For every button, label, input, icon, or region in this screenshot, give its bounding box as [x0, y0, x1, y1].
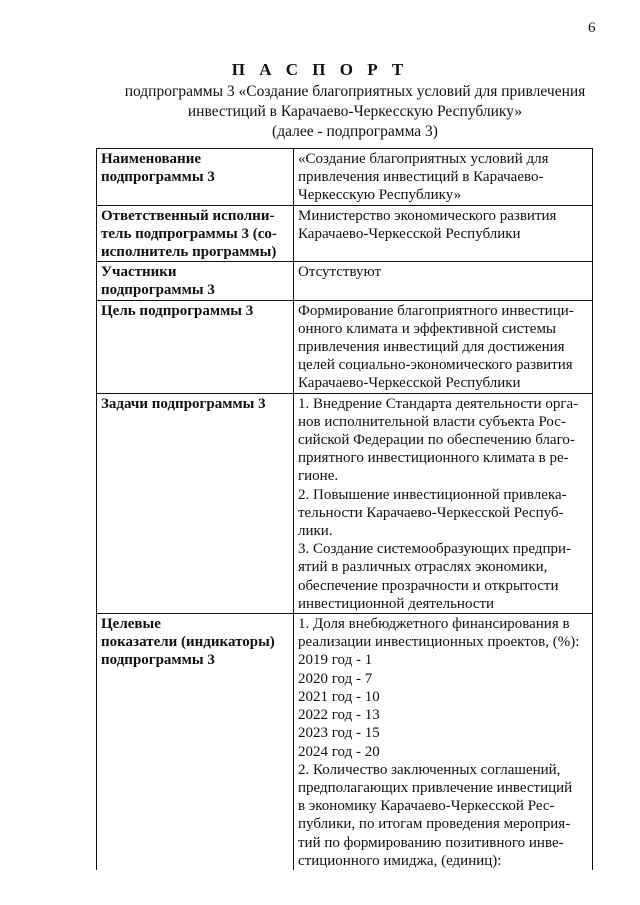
row-value-cell [294, 300, 593, 393]
row-value-line: Карачаево-Черкесской Республики [298, 375, 521, 392]
subtitle-line: инвестиций в Карачаево-Черкесскую Республику» [187, 103, 523, 120]
row-label-cell [97, 205, 294, 262]
row-label-line: подпрограммы 3 [101, 169, 215, 186]
row-value-line: Формирование благоприятного инвестици- [298, 302, 574, 319]
row-value-line: публики, по итогам проведения мероприя- [298, 816, 571, 833]
row-label-line: показатели (индикаторы) [101, 634, 275, 651]
row-value-line: ятий в различных отраслях экономики, [298, 559, 548, 576]
subtitle-line: (далее - подпрограмма 3) [272, 123, 438, 140]
row-value-line: реализации инвестиционных проектов, (%): [298, 634, 580, 651]
row-value-line: сийской Федерации по обеспечению благо- [298, 432, 575, 449]
row-label-cell [97, 300, 294, 393]
row-value-line: Черкесскую Республику» [298, 187, 462, 204]
row-label-line: Участники [101, 264, 177, 281]
table-row [97, 393, 593, 613]
row-value-line: 2024 год - 20 [298, 743, 380, 760]
row-value-line: тий по формированию позитивного инве- [298, 834, 564, 851]
row-value-line: гионе. [298, 468, 339, 485]
row-label-line: Задачи подпрограммы 3 [101, 395, 266, 412]
table-row [97, 205, 593, 262]
row-value-line: 2021 год - 10 [298, 688, 380, 705]
row-value-line: Карачаево-Черкесской Республики [298, 225, 521, 242]
row-value-line: 2023 год - 15 [298, 725, 380, 742]
row-value-line: 3. Создание системообразующих предпри- [298, 541, 572, 558]
passport-table [96, 148, 593, 870]
row-value-line: 2022 год - 13 [298, 707, 380, 724]
row-value-cell [294, 393, 593, 613]
row-value-line: 1. Внедрение Стандарта деятельности орга- [298, 395, 579, 412]
row-label-line: исполнитель программы) [101, 244, 277, 261]
row-value-line: «Создание благоприятных условий для [298, 151, 549, 167]
subtitle-line: подпрограммы 3 «Создание благоприятных условий для привлечения [124, 83, 586, 100]
row-label-line: Цель подпрограммы 3 [101, 302, 254, 319]
row-value-line: привлечения инвестиций для достижения [298, 339, 565, 356]
page-number: 6 [588, 20, 596, 36]
table-row [97, 300, 593, 393]
row-label-line: Наименование [101, 151, 201, 167]
row-value-line: стиционного имиджа, (единиц): [298, 852, 502, 869]
row-label-cell [97, 614, 294, 870]
table-row [97, 149, 593, 206]
document-subtitle [60, 82, 640, 142]
row-value-line: 2020 год - 7 [298, 670, 373, 687]
row-value-line: 2. Количество заключенных соглашений, [298, 761, 561, 778]
row-value-line: приятного инвестиционного климата в ре- [298, 450, 569, 467]
row-value-line: онного климата и эффективной системы [298, 320, 557, 337]
row-label-line: Целевые [101, 616, 161, 633]
row-value-line: целей социально-экономического развития [298, 357, 573, 374]
row-label-line: подпрограммы 3 [101, 652, 215, 669]
row-value-line: 2. Повышение инвестиционной привлека- [298, 486, 567, 503]
row-value-line: лики. [298, 523, 333, 540]
row-value-line: нов исполнительной власти субъекта Рос- [298, 413, 566, 430]
row-value-cell [294, 205, 593, 262]
table-row [97, 262, 593, 300]
row-value-line: привлечения инвестиций в Карачаево- [298, 169, 544, 186]
row-label-line: тель подпрограммы 3 (со- [101, 225, 277, 242]
row-label-line: подпрограммы 3 [101, 282, 215, 299]
table-row [97, 614, 593, 870]
row-value-line: предполагающих привлечение инвестиций [298, 779, 573, 796]
row-value-line: Министерство экономического развития [298, 207, 557, 224]
row-value-line: 1. Доля внебюджетного финансирования в [298, 616, 570, 633]
row-value-line: Отсутствуют [298, 264, 382, 281]
row-value-cell [294, 149, 593, 206]
row-label-cell [97, 149, 294, 206]
row-value-line: тельности Карачаево-Черкесской Респуб- [298, 504, 564, 521]
row-value-line: инвестиционной деятельности [298, 595, 495, 612]
row-label-line: Ответственный исполни- [101, 207, 275, 224]
row-value-line: 2019 год - 1 [298, 652, 373, 669]
row-value-cell [294, 262, 593, 300]
row-label-cell [97, 393, 294, 613]
document-title: П А С П О Р Т [231, 60, 409, 79]
row-value-line: в экономику Карачаево-Черкесской Рес- [298, 798, 555, 815]
row-value-line: обеспечение прозрачности и открытости [298, 577, 559, 594]
row-value-cell [294, 614, 593, 870]
row-label-cell [97, 262, 294, 300]
